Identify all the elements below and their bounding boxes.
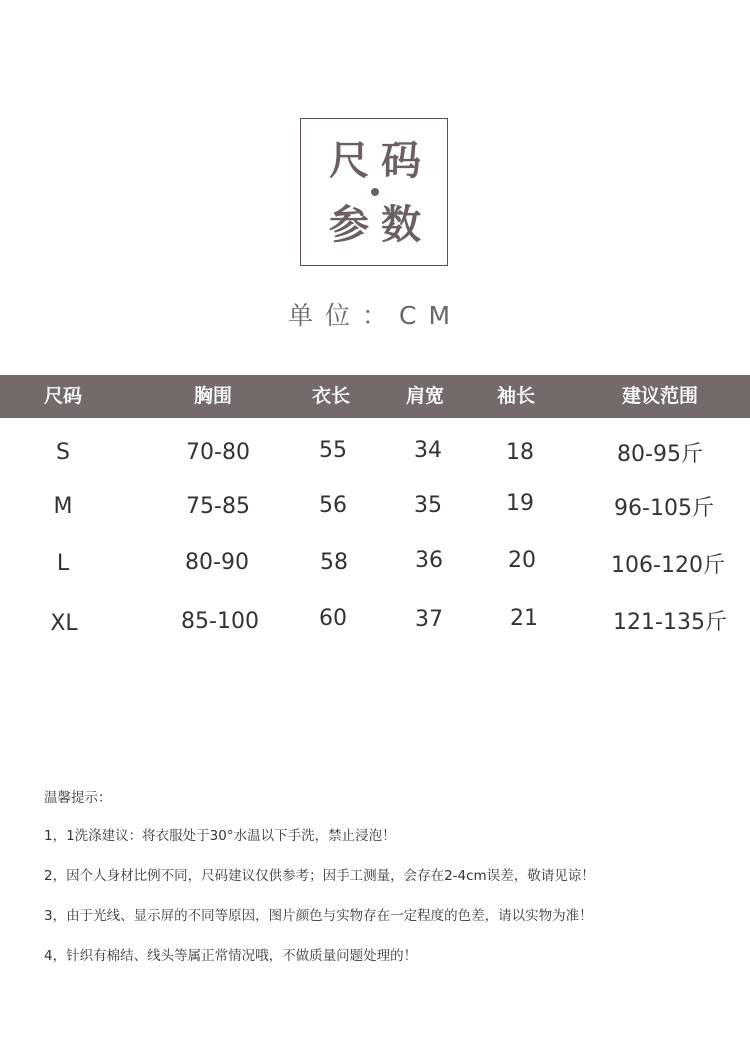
cell-shoulder: 37	[415, 607, 443, 632]
title-char: 数	[381, 202, 421, 248]
cell-size: XL	[50, 611, 78, 636]
tip-item: 2，因个人身材比例不同，尺码建议仅供参考；因手工测量，会存在2-4cm误差，敬请见谅！	[44, 868, 595, 884]
cell-chest: 70-80	[186, 440, 250, 465]
cell-chest: 85-100	[181, 609, 259, 634]
header-weight-range: 建议范围	[621, 385, 699, 407]
cell-size: L	[56, 551, 70, 576]
size-table-header	[0, 375, 750, 418]
cell-weight-range: 106-120斤	[611, 553, 725, 578]
cell-weight-range: 80-95斤	[617, 442, 703, 467]
header-sleeve: 袖长	[496, 385, 536, 407]
title-char: 尺	[329, 138, 369, 184]
cell-length: 55	[319, 438, 347, 463]
header-length: 衣长	[311, 385, 351, 407]
cell-sleeve: 18	[506, 440, 534, 465]
size-params-title-box	[300, 118, 448, 266]
tip-item: 4，针织有棉结、线头等属正常情况哦，不做质量问题处理的！	[44, 948, 418, 964]
title-char: 参	[329, 202, 369, 248]
title-dot	[371, 188, 379, 196]
cell-chest: 80-90	[185, 550, 249, 575]
tips-heading: 温馨提示：	[44, 790, 112, 806]
cell-length: 56	[319, 493, 347, 518]
cell-weight-range: 121-135斤	[613, 610, 727, 635]
cell-weight-range: 96-105斤	[614, 496, 714, 521]
header-size: 尺码	[43, 385, 83, 407]
cell-sleeve: 20	[508, 548, 536, 573]
header-shoulder: 肩宽	[405, 385, 445, 407]
cell-sleeve: 21	[510, 606, 538, 631]
cell-chest: 75-85	[186, 494, 250, 519]
cell-sleeve: 19	[506, 491, 534, 516]
cell-shoulder: 34	[414, 438, 442, 463]
title-char: 码	[381, 138, 421, 184]
header-chest: 胸围	[193, 385, 233, 407]
cell-shoulder: 36	[415, 548, 443, 573]
tip-item: 3，由于光线、显示屏的不同等原因，图片颜色与实物存在一定程度的色差，请以实物为准！	[44, 908, 593, 924]
cell-length: 58	[320, 550, 348, 575]
cell-size: M	[53, 494, 73, 519]
unit-label: 单位：CM	[287, 301, 463, 330]
cell-size: S	[56, 440, 70, 465]
cell-shoulder: 35	[414, 493, 442, 518]
tip-item: 1，1洗涤建议：将衣服处于30°水温以下手洗，禁止浸泡！	[44, 828, 396, 844]
cell-length: 60	[319, 606, 347, 631]
